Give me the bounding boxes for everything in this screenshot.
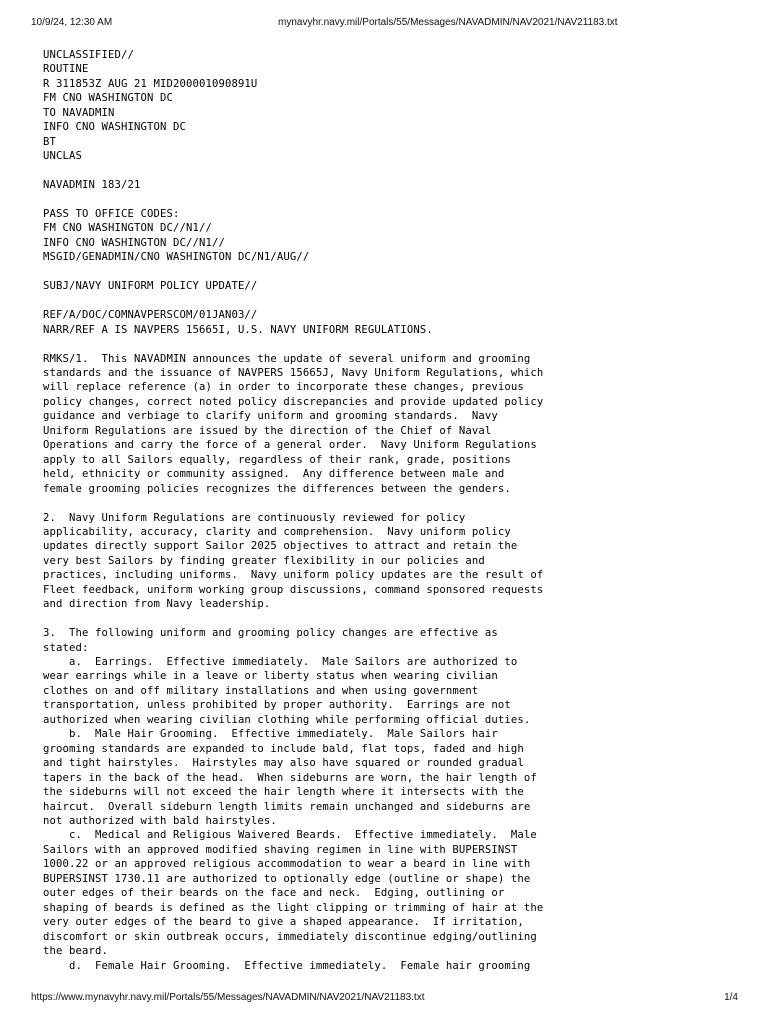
- message-line: wear earrings while in a leave or liberty status when wearing civilian: [43, 670, 498, 683]
- message-line: policy changes, correct noted policy discrepancies and provide updated policy: [43, 395, 544, 408]
- message-line: female grooming policies recognizes the differences between the genders.: [43, 482, 511, 495]
- message-line: held, ethnicity or community assigned. Any difference between male and: [43, 468, 505, 481]
- message-line: tapers in the back of the head. When sideburns are worn, the hair length of: [43, 771, 537, 784]
- message-line: will replace reference (a) in order to incorporate these changes, previous: [43, 381, 524, 394]
- message-body: [43, 48, 743, 973]
- message-line: very outer edges of the beard to give a shaped appearance. If irritation,: [43, 916, 524, 929]
- message-line: REF/A/DOC/COMNAVPERSCOM/01JAN03//: [43, 309, 258, 322]
- message-line: FM CNO WASHINGTON DC: [43, 92, 173, 105]
- footer-url: https://www.mynavyhr.navy.mil/Portals/55/Messages/NAVADMIN/NAV2021/NAV21183.txt: [31, 992, 425, 1003]
- message-line: discomfort or skin outbreak occurs, immediately discontinue edging/outlining: [43, 930, 537, 943]
- message-line: 1000.22 or an approved religious accommodation to wear a beard in line with: [43, 858, 531, 871]
- message-line: authorized when wearing civilian clothing while performing official duties.: [43, 713, 531, 726]
- message-line: Operations and carry the force of a general order. Navy Uniform Regulations: [43, 439, 537, 452]
- message-line: NAVADMIN 183/21: [43, 179, 141, 192]
- message-line: not authorized with bald hairstyles.: [43, 815, 277, 828]
- message-line: Uniform Regulations are issued by the direction of the Chief of Naval: [43, 424, 492, 437]
- message-line: clothes on and off military installations and when using government: [43, 684, 479, 697]
- message-line: very best Sailors by finding greater flexibility in our policies and: [43, 554, 485, 567]
- message-line: grooming standards are expanded to include bald, flat tops, faded and high: [43, 742, 524, 755]
- message-line: R 311853Z AUG 21 MID200001090891U: [43, 77, 258, 90]
- message-line: INFO CNO WASHINGTON DC//N1//: [43, 236, 225, 249]
- message-line: ROUTINE: [43, 63, 89, 76]
- message-line: shaping of beards is defined as the light clipping or trimming of hair at the: [43, 901, 544, 914]
- message-line: Fleet feedback, uniform working group discussions, command sponsored requests: [43, 583, 544, 596]
- message-line: apply to all Sailors equally, regardless of their rank, grade, positions: [43, 453, 511, 466]
- message-line: BT: [43, 135, 56, 148]
- print-source-url: mynavyhr.navy.mil/Portals/55/Messages/NAVADMIN/NAV2021/NAV21183.txt: [278, 17, 618, 28]
- message-line: 2. Navy Uniform Regulations are continuously reviewed for policy: [43, 511, 466, 524]
- message-line: UNCLASSIFIED//: [43, 49, 134, 61]
- message-line: a. Earrings. Effective immediately. Male Sailors are authorized to: [43, 656, 518, 669]
- message-line: the beard.: [43, 945, 108, 958]
- message-line: updates directly support Sailor 2025 objectives to attract and retain the: [43, 540, 518, 553]
- message-line: and tight hairstyles. Hairstyles may also have squared or rounded gradual: [43, 757, 524, 770]
- page-number: 1/4: [724, 992, 738, 1003]
- message-line: NARR/REF A IS NAVPERS 15665I, U.S. NAVY UNIFORM REGULATIONS.: [43, 323, 433, 336]
- message-line: stated:: [43, 641, 89, 654]
- message-line: UNCLAS: [43, 150, 82, 163]
- message-line: and direction from Navy leadership.: [43, 598, 271, 611]
- message-line: PASS TO OFFICE CODES:: [43, 207, 180, 220]
- message-line: practices, including uniforms. Navy uniform policy updates are the result of: [43, 569, 544, 582]
- message-line: 3. The following uniform and grooming policy changes are effective as: [43, 627, 498, 640]
- message-line: TO NAVADMIN: [43, 106, 115, 119]
- message-line: SUBJ/NAVY UNIFORM POLICY UPDATE//: [43, 280, 258, 293]
- message-line: b. Male Hair Grooming. Effective immediately. Male Sailors hair: [43, 728, 498, 741]
- message-line: MSGID/GENADMIN/CNO WASHINGTON DC/N1/AUG//: [43, 251, 310, 264]
- message-line: standards and the issuance of NAVPERS 15665J, Navy Uniform Regulations, which: [43, 366, 544, 379]
- message-line: guidance and verbiage to clarify uniform and grooming standards. Navy: [43, 410, 498, 423]
- message-line: BUPERSINST 1730.11 are authorized to optionally edge (outline or shape) the: [43, 872, 531, 885]
- message-line: outer edges of their beards on the face and neck. Edging, outlining or: [43, 887, 505, 900]
- message-line: Sailors with an approved modified shaving regimen in line with BUPERSINST: [43, 843, 518, 856]
- message-line: transportation, unless prohibited by proper authority. Earrings are not: [43, 699, 511, 712]
- message-line: RMKS/1. This NAVADMIN announces the update of several uniform and grooming: [43, 352, 531, 365]
- message-line: the sideburns will not exceed the hair length where it intersects with the: [43, 786, 524, 799]
- print-datetime: 10/9/24, 12:30 AM: [31, 17, 113, 28]
- message-line: d. Female Hair Grooming. Effective immediately. Female hair grooming: [43, 959, 531, 972]
- message-line: applicability, accuracy, clarity and comprehension. Navy uniform policy: [43, 525, 511, 538]
- message-line: c. Medical and Religious Waivered Beards. Effective immediately. Male: [43, 829, 537, 842]
- message-line: FM CNO WASHINGTON DC//N1//: [43, 222, 212, 235]
- message-line: haircut. Overall sideburn length limits remain unchanged and sideburns are: [43, 800, 531, 813]
- message-line: INFO CNO WASHINGTON DC: [43, 121, 186, 134]
